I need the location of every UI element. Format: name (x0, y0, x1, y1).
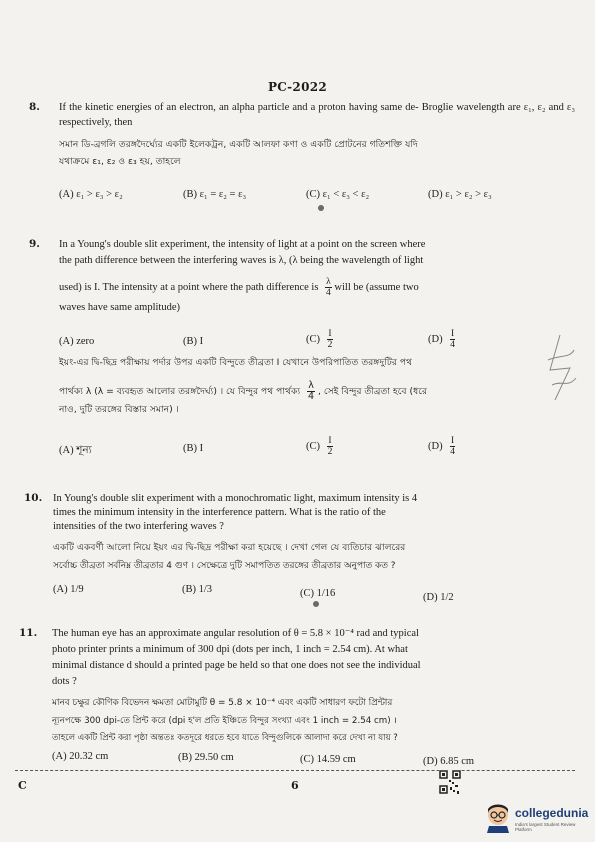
q10-english-line3: intensities of the two interfering waves ? (53, 521, 224, 532)
pencil-dot-icon (318, 205, 324, 211)
q9-bengali-line1: ইয়ং-এর দ্বি-ছিদ্র পরীক্ষায় পর্দার উপর একটি বিন্দুতে তীব্রতা I যেখানে উপরিপাতিত তরঙ্গদুটির পথ (59, 357, 413, 368)
q9-bengali-line2 (59, 381, 549, 402)
q8-option-a: (A) ε₁ > ε₃ > ε₂ (59, 189, 123, 200)
frac-numerator: I (450, 436, 455, 446)
q9-bn-option-c-label: (C) (306, 440, 320, 452)
q11-bengali-line2: ন্যূনপক্ষে 300 dpi-তে প্রিন্ট করে (dpi হ'ল প্রতি ইঞ্চিতে বিন্দুর সংখ্যা এবং 1 inch = 2.54 cm) । (52, 716, 397, 726)
q10-option-b: (B) 1/3 (182, 584, 213, 595)
collegedunia-logo (482, 803, 590, 837)
q11-option-c: (C) 14.59 cm (300, 754, 356, 765)
lambda-over-four (325, 277, 332, 298)
q10-option-a: (A) 1/9 (53, 584, 84, 595)
q9-english-line3-b: will be (assume two (334, 281, 419, 293)
q9-bengali-line2-a: পার্থক্য λ (λ = ব্যবহৃত আলোর তরঙ্গদৈর্ঘ্য) । যে বিন্দুর পথ পার্থক্য (59, 386, 301, 397)
frac-numerator: I (328, 436, 332, 446)
q8-option-b: (B) ε₁ = ε₂ = ε₃ (183, 189, 247, 200)
q10-option-c: (C) 1/16 (300, 588, 336, 599)
q9-english-line3-a: used) is I. The intensity at a point where the path difference is (59, 281, 319, 293)
q10-bengali-line1: একটি একবর্ণী আলো নিয়ে ইয়ং এর দ্বি-ছিদ্র পরীক্ষা করা হয়েছে । দেখা গেল যে ব্যতিচার ঝালরের (53, 542, 406, 553)
q8-option-d: (D) ε₁ > ε₂ > ε₃ (428, 189, 492, 200)
pencil-scribble-icon (540, 330, 580, 410)
q8-english-text: If the kinetic energies of an electron, an alpha particle and a proton having same de- Broglie wavelength are ε₁, ε₂ and ε₃ respectively, then (59, 102, 575, 128)
i-over-four-bn (449, 436, 456, 457)
pencil-dot-icon (313, 601, 319, 607)
q10-option-d: (D) 1/2 (423, 592, 454, 603)
q8-bengali-line2: যথাক্রমে ε₁, ε₂ ও ε₃ হয়, তাহলে (59, 156, 181, 167)
q11-option-a: (A) 20.32 cm (52, 751, 109, 762)
q9-bn-option-a: (A) শূন্য (59, 445, 92, 456)
frac-denominator: 2 (327, 447, 333, 457)
q9-english-line2: the path difference between the interfering waves is λ, (λ being the wavelength of light (59, 255, 424, 266)
footer-booklet-letter: C (18, 779, 27, 792)
q9-bengali-line2-b: , সেই বিন্দুর তীব্রতা হবে (ধরে (318, 386, 427, 397)
frac-denominator: 4 (326, 288, 331, 298)
q9-option-b: (B) I (183, 336, 204, 347)
i-over-two-bn (327, 436, 334, 457)
lambda-over-four-bn (307, 381, 315, 402)
q9-bengali-line3: নাও, দুটি তরঙ্গের বিস্তার সমান) । (59, 404, 179, 415)
q9-option-a: (A) zero (59, 336, 95, 347)
q10-bengali-line2: সর্বোচ্চ তীব্রতা সর্বনিম্ন তীব্রতার 4 গুণ । সেক্ষেত্রে দুটি সমাপতিত তরঙ্গের তীব্রতার অনুপাত কত ? (53, 561, 396, 571)
footer-page-number: 6 (291, 779, 299, 792)
q11-english-line4: dots ? (52, 676, 77, 687)
frac-numerator: I (450, 329, 455, 339)
paper-code: PC-2022 (267, 80, 328, 94)
q11-option-d: (D) 6.85 cm (423, 756, 475, 767)
question-number-8: 8. (29, 101, 40, 113)
q11-option-b: (B) 29.50 cm (178, 752, 234, 763)
q8-option-c: (C) ε₁ < ε₃ < ε₂ (306, 189, 370, 200)
q9-option-c (306, 329, 333, 350)
q11-english-line3: minimal distance d should a printed page be held so that one does not see the individual (52, 660, 421, 671)
brand-name: collegedunia (515, 806, 589, 820)
qr-code-icon (439, 770, 461, 796)
i-over-two (327, 329, 334, 350)
frac-denominator: 4 (450, 340, 455, 350)
question-number-9: 9. (29, 238, 40, 250)
divider (15, 770, 575, 771)
question-number-11: 11. (19, 627, 38, 639)
brand-tagline: India's largest Student Review Platform (515, 822, 576, 832)
frac-numerator: λ (326, 277, 331, 287)
q9-bn-option-d-label: (D) (428, 440, 443, 452)
frac-denominator: 4 (450, 447, 455, 457)
frac-denominator: 4 (308, 391, 315, 402)
q9-bn-option-c (306, 436, 333, 457)
q8-bengali-line1: সমান ডি-ব্রগলি তরঙ্গদৈর্ঘ্যের একটি ইলেকট্রন, একটি আলফা কণা ও একটি প্রোটনের গতিশক্তি যদি (59, 139, 418, 150)
q11-bengali-line3: তাহলে একটি প্রিন্ট করা পৃষ্ঠা অন্ততঃ কতদূরে ধরতে হবে যাতে বিন্দুগুলিকে আলাদা করে দেখা না যায় ? (52, 733, 398, 743)
q9-english-line1: In a Young's double slit experiment, the intensity of light at a point on the screen where (59, 239, 426, 250)
q9-english-line3 (59, 277, 575, 298)
q11-bengali-line1: মানব চক্ষুর কৌণিক বিভেদন ক্ষমতা মোটামুটি θ = 5.8 × 10⁻⁴ এবং একটি সাধারণ ফটো প্রিন্টার (52, 698, 393, 708)
q9-english-line4: waves have same amplitude) (59, 302, 180, 313)
q11-english-line2: photo printer prints a minimum of 300 dpi (dots per inch, 1 inch = 2.54 cm). At what (52, 644, 408, 655)
i-over-four (449, 329, 456, 350)
q11-english-line1: The human eye has an approximate angular resolution of θ = 5.8 × 10⁻⁴ rad and typical (52, 628, 419, 639)
q9-option-d-label: (D) (428, 333, 443, 345)
q10-english-line2: times the minimum intensity in the interference pattern. What is the ratio of the (53, 507, 386, 518)
q9-bn-option-b: (B) I (183, 443, 204, 454)
question-number-10: 10. (24, 492, 43, 504)
frac-numerator: I (328, 329, 332, 339)
q9-bn-option-d (428, 436, 456, 457)
q9-option-d (428, 329, 456, 350)
frac-numerator: λ (308, 380, 314, 391)
frac-denominator: 2 (327, 340, 333, 350)
mascot-icon (484, 803, 512, 833)
q9-option-c-label: (C) (306, 333, 320, 345)
q10-english-line1: In Young's double slit experiment with a monochromatic light, maximum intensity is 4 (53, 493, 418, 504)
